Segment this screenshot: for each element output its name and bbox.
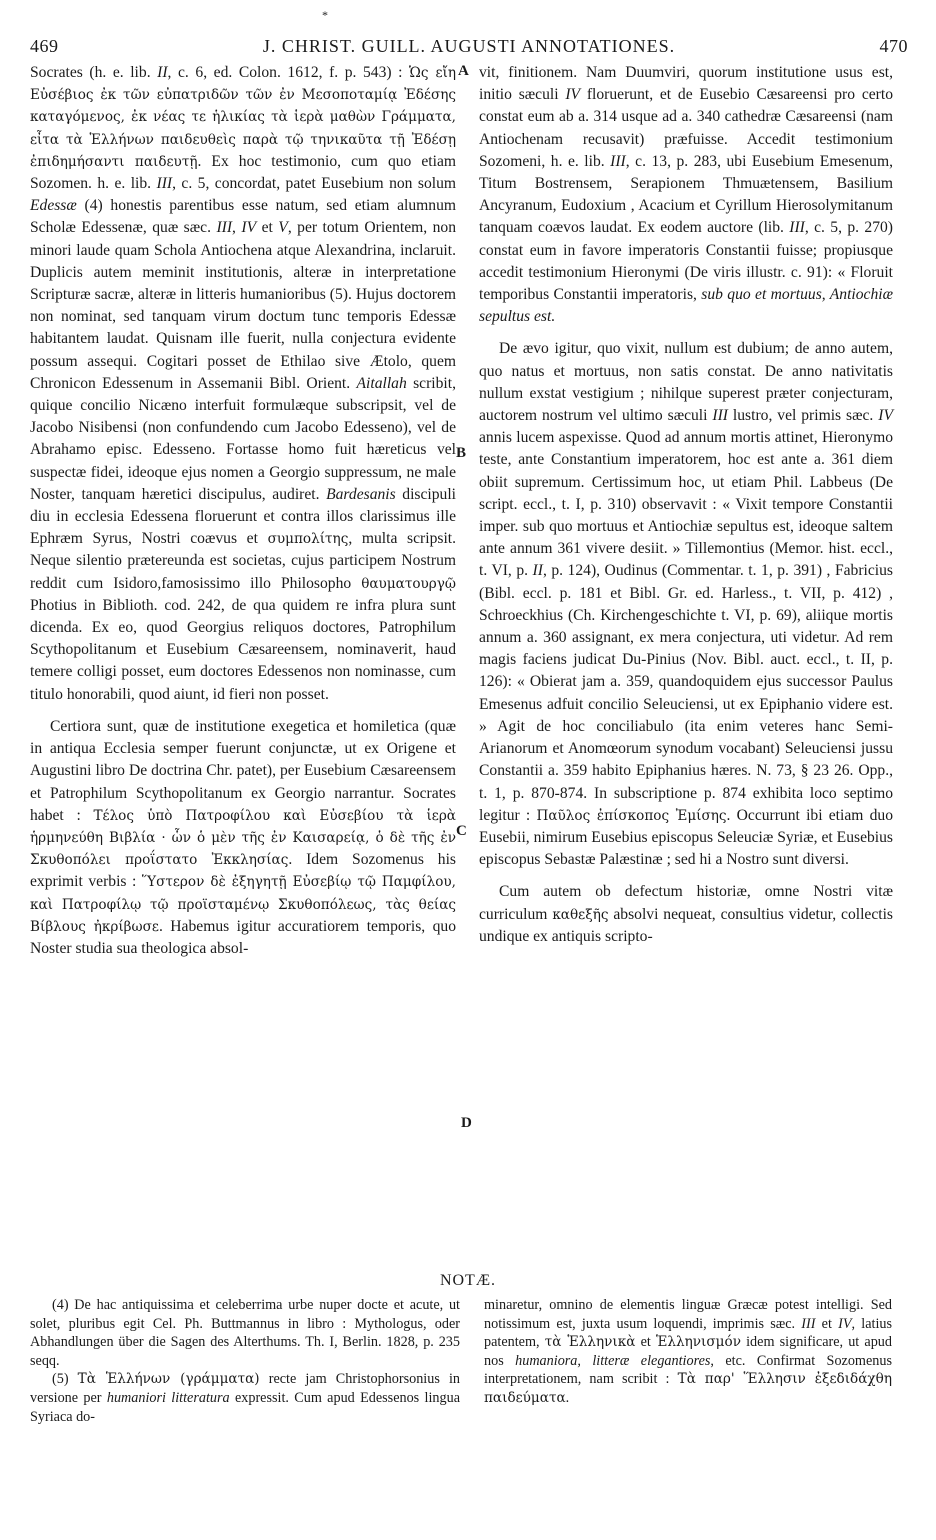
italic-text: IV <box>241 219 257 237</box>
right-paragraph-3: Cum autem ob defectum historiæ, omne Nostri vitæ curriculum καθεξῆς absolvi nequeat, consultius videtur, collectis undique ex antiquis scripto- <box>479 883 893 945</box>
italic-text: Edessæ <box>30 197 77 215</box>
notes-heading: NOTÆ. <box>439 1272 497 1289</box>
greek-text: Ὕστερον δὲ ἐξηγητῇ Εὐσεβίῳ τῷ Παμφίλου, καὶ Πατροφίλῳ τῷ προϊσταμένῳ Σκυθοπόλεως, τὰς θείας Βίβλους ἠκρίβωσε <box>30 874 456 935</box>
italic-text: III <box>216 219 233 237</box>
right-paragraph-2: De ævo igitur, quo vixit, nullum est dubium; de anno autem, quo natus et mortuus, non satis constat. De anno nativitatis nullum exstat vestigium ; nihilque superest præter conjecturam, auctorem nostrum vel ultimo sæculi III lustro, vel primis sæc. IV annis lucem aspexisse. Quod ad annum mortis attinet, Hieronymo teste, ante Constantium imperatorem, hoc est ante a. 361 diem obiit supremum. Certissimum hoc, ut etiam Phil. Labbeus (De script. eccl., t. I, p. 310) observavit : « Vixit tempore Constantii imper. sub quo mortuus et Antiochiæ sepultus est, ideoque saltem ante annum 361 vivere desiit. » Tillemontius (Memor. hist. eccl., t. VI, p. II, p. 124), Oudinus (Commentar. t. 1, p. 391) , Fabricius (Bibl. eccl. p. 181 et Bibl. Gr. ed. Harless., t. VII, p. 412) , Schroeckhius (Ch. Kirchengeschichte t. VI, p. 69), aliique mortis annum a. 360 assignant, ex mera conjectura, uti videtur. Ad rem magis faciens judicat Du-Pinius (Nov. Bibl. auct. eccl., t. II, p. 126): « Obierat jam a. 359, quandoquidem ejus successor Paulus Emesenus adfuit concilio Seleuciensi, ut ex Epiphanio videre est. » Agit de hoc conciliabulo (ita enim veteres hanc Semi-Arianorum et Anomœorum synodum vocabant) Seleuciensi jussu Constantii a. 359 habito Epiphanius hæres. N. 73, § 23 26. Opp., t. 1, p. 870-874. In subscriptione p. 874 exhibita loco septimo legitur : Παῦλος ἐπίσκοπος Ἐμίσης. Occurrunt ibi etiam duo Eusebii, nimirum Eusebius episcopus Seleuciæ Syriæ, et Eusebius episcopus Sebastæ Palæstinæ ; sed hi a Nostro sunt diversi. <box>479 340 893 869</box>
italic-text: IV <box>838 1315 852 1332</box>
section-marker-c: C <box>456 823 467 839</box>
greek-text: Ὡς εἴη Εὐσέβιος ἐκ τῶν εὐπατριδῶν τῶν ἐν Μεσοποταμίᾳ Ἐδέσης καταγόμενος, ἐκ νέας τε ἡλικίας τὰ ἱερὰ μαθὼν Γράμματα, εἶτα τὰ Ἑλλήνων παιδευθεὶς παρὰ τῷ τηνικαῦτα τῇ Ἐδέσῃ ἐπιδημήσαντι παιδευτῇ <box>30 65 456 170</box>
italic-text: humaniori litteratura <box>106 1389 230 1406</box>
footnote-4: (4) De hac antiquissima et celeberrima urbe nuper docte et acute, ut solet, pluribus egit Cel. Ph. Buttmannus in libro : Mythologus, oder Abhandlungen über die Sagen des Alterthums. Th. I, Berlin. 1828, p. 235 seqq. <box>30 1297 460 1369</box>
left-paragraph-1: Socrates (h. e. lib. II, c. 6, ed. Colon. 1612, f. p. 543) : Ὡς εἴη Εὐσέβιος ἐκ τῶν εὐπατριδῶν τῶν ἐν Μεσοποταμίᾳ Ἐδέσης καταγόμενος, ἐκ νέας τε ἡλικίας τὰ ἱερὰ μαθὼν Γράμματα, εἶτα τὰ Ἑλλήνων παιδευθεὶς παρὰ τῷ τηνικαῦτα τῇ Ἐδέσῃ ἐπιδημήσαντι παιδευτῇ. Ex hoc testimonio, cum quo etiam Sozomen. h. e. lib. III, c. 5, concordat, patet Eusebium non solum Edessæ (4) honestis parentibus esse natum, sed etiam alumnum Scholæ Edessenæ, quæ sæc. III, IV et V, per totum Orientem, non minori laude quam Schola Antiochena atque Alexandrina, inclaruit. Duplicis autem meminit institutionis, alteræ in interpretatione Scripturæ sacræ, alteræ in litteris humanioribus (5). Hujus doctorem non nominat, sed tanquam virum doctum tunc temporis Edessæ habitantem laudat. Quisnam ille fuerit, nulla conjectura evidente possum assequi. Cogitari posset de Ethilao sive Ætolo, quem Chronicon Edessenum in Assemanii Bibl. Orient. Aitallah scribit, quique concilio Nicæno interfuit formulæque subscripsit, vel de Jacobo Nisibensi (non confundendo cum Jacobo Edesseno), vel de Abrahamo episc. Edesseno. Fortasse homo fuit hæreticus vel suspectæ fidei, ideoque ejus nomen a Georgio suppressum, ne male Noster, tanquam hæretici discipulus, audiret. Bardesanis discipuli diu in ecclesia Edessena floruerunt et contra illos clarissimus ille Ephræm Syrus, Nostri coævus et συμπολίτης, multa scripsit. Neque silentio prætereunda est societas, cujus participem Nostrum reddit cum Isidoro,famosissimo illo Philosopho θαυματουργῷ Photius in Biblioth. cod. 242, de qua quidem re infra plura sunt dicenda. Ex eo, quod Georgius reliquos doctores, Patrophilum Scythopolitanum et Eusebium Cæsareensem, nominaverit, haud temere colligi posset, eum doctores Edessenos non nominasse, cum titulo honorabili, quod aiunt, id fieri non posset. <box>30 64 457 703</box>
section-marker-b: B <box>456 445 467 461</box>
italic-text: III <box>712 407 728 425</box>
greek-text: τὰ Ἑλληνικὰ <box>544 1334 636 1351</box>
left-paragraph-2: Certiora sunt, quæ de institutione exegetica et homiletica (quæ in antiqua Ecclesia semper fuerunt conjunctæ, ut ex Origene et Augustini libro De doctrina Chr. patet), per Eusebium Cæsareensem et Patrophilum Scythopolitanum ex Georgio narrantur. Socrates habet : Τέλος ὑπὸ Πατροφίλου καὶ Εὐσεβίου τὰ ἱερὰ ἡρμηνεύθη Βιβλία · ὧν ὁ μὲν τῆς ἐν Καισαρείᾳ, ὁ δὲ τῆς ἐν Σκυθοπόλει προΐστατο Ἐκκλησίας. Idem Sozomenus his exprimit verbis : Ὕστερον δὲ ἐξηγητῇ Εὐσεβίῳ τῷ Παμφίλου, καὶ Πατροφίλῳ τῷ προϊσταμένῳ Σκυθοπόλεως, τὰς θείας Βίβλους ἠκρίβωσε. Habemus igitur accuratiorem temporis, quo Noster studia sua theologica absol- <box>30 717 456 957</box>
italic-text: III <box>801 1315 816 1332</box>
greek-text: συμπολίτης <box>267 531 349 548</box>
greek-text: καθεξῆς <box>552 906 609 923</box>
footnotes-left <box>30 1296 460 1426</box>
italic-text: Aitallah <box>356 374 407 392</box>
footnote-5-continued: minaretur, omnino de elementis linguæ Græcæ potest intelligi. Sed notissimum est, juxta usum loquendi, imprimis sæc. III et IV, latius patentem, τὰ Ἑλληνικὰ et Ἑλληνισμόν idem significare, ut apud nos humaniora, litteræ elegantiores, etc. Confirmat Sozomenus interpretationem, nam scribit : Τὰ παρ' Ἕλλησιν ἐξεδιδάχθη παιδεύματα. <box>484 1297 892 1406</box>
greek-text: Ἑλληνισμόν <box>655 1334 741 1351</box>
section-marker-d: D <box>461 1115 472 1131</box>
italic-text: sub quo et mortuus, Antiochiæ sepultus est. <box>479 286 894 326</box>
italic-text: II <box>157 64 168 81</box>
page-number-left: 469 <box>30 36 59 56</box>
running-header <box>30 8 908 60</box>
footnotes-right <box>484 1296 892 1408</box>
greek-text: Παῦλος ἐπίσκοπος Ἐμίσης <box>536 807 727 824</box>
footnote-5: (5) Τὰ Ἑλλήνων (γράμματα) recte jam Christophorsonius in versione per humaniori litteratura expressit. Cum apud Edessenos lingua Syriaca do- <box>30 1371 461 1425</box>
section-marker-a: A <box>458 63 469 79</box>
italic-text: II <box>532 562 543 580</box>
italic-text: IV <box>565 86 581 104</box>
greek-text: Τὰ παρ' Ἕλλησιν ἐξεδιδάχθη παιδεύματα <box>484 1371 892 1406</box>
italic-text: III <box>610 152 626 170</box>
running-title: J. CHRIST. GUILL. AUGUSTI ANNOTATIONES. <box>262 36 676 56</box>
right-paragraph-1: vit, finitionem. Nam Duumviri, quorum institutione usus est, initio sæculi IV floruerunt, et de Eusebio Cæsareensi pro certo constat eum ab a. 314 usque ad a. 340 cathedræ Cæsareensi (nam Antiochenam recusavit) præfuisse. Accedit testimonium Sozomeni, h. e. lib. III, c. 13, p. 283, ubi Eusebium Emesenum, Titum Bostrensem, Serapionem Thmuætensem, Basilium Ancyranum, Eudoxium , Acacium et Cyrillum Hierosolymitanum tanquam coævos laudat. Ex eodem auctore (lib. III, c. 5, p. 270) constat eum in favore imperatoris Constantii fuisse; propiusque accedit testimonium Hieronymi (De viris illustr. c. 91): « Floruit temporibus Constantii imperatoris, sub quo et mortuus, Antiochiæ sepultus est. <box>479 64 894 326</box>
greek-text: Τέλος ὑπὸ Πατροφίλου καὶ Εὐσεβίου τὰ ἱερὰ ἡρμηνεύθη Βιβλία · ὧν ὁ μὲν τῆς ἐν Καισαρείᾳ, ὁ δὲ τῆς ἐν Σκυθοπόλει προΐστατο Ἐκκλησίας <box>30 807 456 869</box>
italic-text: Bardesanis <box>326 485 396 503</box>
page-number-right: 470 <box>879 36 908 56</box>
right-column <box>479 62 893 948</box>
italic-text: III <box>789 219 805 237</box>
italic-text: III <box>156 175 173 193</box>
italic-text: humaniora, litteræ elegantiores <box>515 1352 711 1369</box>
header-mark: * <box>322 8 329 22</box>
greek-text: Τὰ Ἑλλήνων (γράμματα) <box>77 1371 260 1388</box>
left-column <box>30 62 456 960</box>
greek-text: θαυματουργῷ <box>361 575 456 592</box>
italic-text: V <box>278 219 288 237</box>
italic-text: IV <box>878 407 893 425</box>
